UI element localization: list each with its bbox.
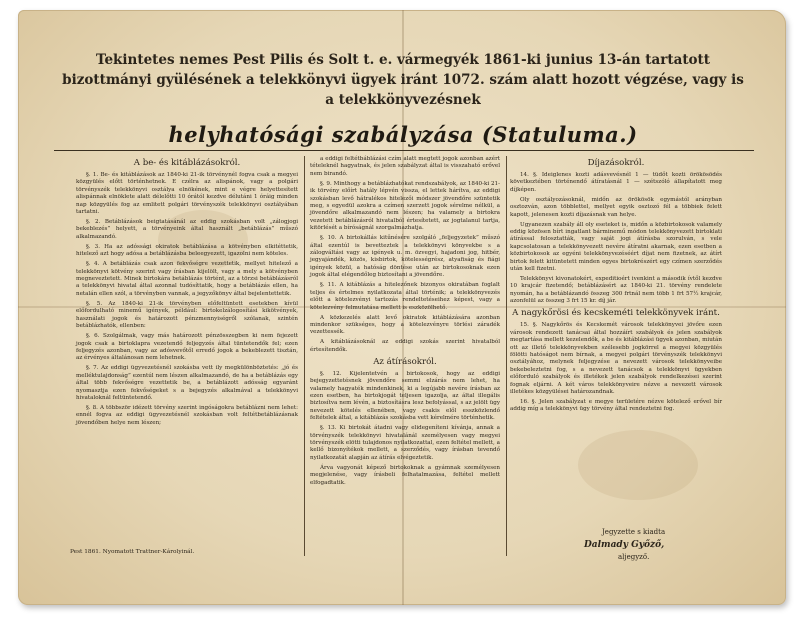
paragraph: §. 5. Az 1840-ki 21-ik törvényben előfeltüntett esetekben kívül előfordulható minemű igények, például: birtokelzálogosítási kikötvények, használati jogok és határozott pénzmennyiségről szólanak, szintén betáblázhatók, ellenben: [76,300,298,330]
paragraph: §. 8. A többször idézett törvény szerint ingóságokra betáblázni nem lehet: ennél fogva az eddigi ügyvezetésnél szokásban volt feltétbetáblázásnak jövendőben helye nem lészen; [76,404,298,426]
paragraph: §. 4. A betáblázás csak azon fekvőségre vezettetik, mellyet hitelező a telekkönyvi kötvény szerint vagy írásban kijelölt, vagy a mely a kötvényben megneveztetett. Minek birtokára betáblázás történt, az a törzsi betáblázásról a telekkönyvi hivatal által azonnal tudósíttatik, hogy a betáblázás ellen, ha netalán ellen szól, a törvényben vannak, a jegyzőkönyv által bejelentettetik. [76,261,298,297]
column-left [76,156,298,430]
column-middle [310,156,500,490]
paragraph: §. 9. Minthogy a betáblázhatókat rendszabályok, az 1840-ki 21-ik törvény előírt hatály lépvén vissza, el lettek hárítva, az eddigi szokásban levő hátralékos hitelezői módszer jövendőre szüntetik meg, s egyedül azokra a czímen szerzett jogok sérelme nélkül, a jövendőre alkalmazandó nem lészen; ha valamely a birtokra vezetett betáblázásról hivatalból értesítetett, az jogtalanul tartja, kitörlését a bíróságnál szorgalmazhatja. [310,180,500,232]
paragraph: Ugyanezen szabály áll oly eseteket is, midőn a közbirtokosok valamely eddig közösen bírt ingatlant bárminemű módon telekkönyvezett birtoklati átírással felosztatták, vagy saját jogi átírásba szorulván, s vele kapcsolatosan a telekkönyvezett nevére átíratni akarnak, ezen esetben a közbirtokosok az egyéni telekkönyvezéséért díjat nem fizetnek, az átírt birtok felett kitüntetett minden egyes birtokrészért egy czímen szerződés után kell fizetni. [510,221,722,273]
paragraph: §. 3. Ha az adóssági okiratok betáblázása a kötvényben elkitéttetik, hitelező azt hogy adósa a betáblázásba beleegyezett, igazolni nem köteles. [76,243,298,258]
paragraph: Telekkönyvi kivonatokért, expeditioért ivenkint a második ívtől kezdve 10 krajcár fizetendő; betáblázásért az 1840-ki 21. törvény rendelete nyomán, ha a betáblázandó összeg 300 frtnál nem több 1 frt 57½ krajcár, azonfelül az összeg 3 frt 15 kr. díj jár. [510,276,722,305]
paragraph: §. 1. Be- és kitáblázások az 1840-ki 21-ik törvénynél fogva csak a megyei közgyülés előtt történhetnek. E czélra az alispánok, vagy a polgári törvényszék telekkönyvi osztálya elnökének, mint e végre helyettesített alispánnak elnöklete alatt délelőtti 10 órától kezdve délutáni 1 óráig minden nap közgyülés fog az emlitett polgári törvényszék telekkönyvi osztályában tartatni. [76,172,298,216]
paragraph: §. 12. Kijelentetvén a birtokosok, hogy az eddigi bejegyzettetésnek jövendőre semmi elzárás nem lehet, ha valamely hagyaték mindenkinek, ki a legújabb nevére írásban az ezen esetben, ha birtokjogát teljesen igazolja, az által illegális biztosítva nem lévén, a biztosításra lesz befolyással, s az jelölt ügy nevezett kötelés ellenében, vagy csakis elől esszközlendő feltételek által, a kitáblázás szokásba vett kérelmére történhetik. [310,370,500,422]
section-heading: A be- és kitáblázásokról. [133,158,241,168]
paragraph: §. 7. Az eddigi ügyvezetésnél szokásba vett ily megkülönböztetés: „jó és melléktulajdonság” ezentúl nem lészen alkalmazandó, de ha a betáblázás egy által több fekvőségre vezettetik be, a betáblázott adósság egyaránt nyomasztja ezen fekvőségeket s a bejegyzés alkalmával a telekkönyvi hivataloknál feltüntetendő. [76,365,298,401]
section-heading: Az átírásokról. [373,356,437,367]
signature-role: aljegyző. [618,553,650,561]
paragraph: §. 6. Szolgálmak, vagy más határozott pénzösszegben ki nem fejezett jogok csak a birtoklapra vezetendő feljegyzés által tüntetendők fel; ezen feljegyzés azonban, vagy az adósvevőtől erredő jogok a bekeblezett tisztán, az érvényes általánosan nem lehetnek. [76,333,298,362]
printer-imprint: Pest 1861. Nyomatott Trattner-Károlyinál. [70,549,195,555]
paragraph: a eddigi feltétbáblázási czím alatt megtett jogok azonban azért tételeknél hagyatnak, és jelen szabályzat által is visszaható erővel nem birandó. [310,156,500,177]
paragraph: §. 10. A birtokállás kitűnésére szolgáló „feljegyzetek” műszó által ezentúl is bevetteztek a telekkönyvi könyvekbe s a zálogváltási vagy az igények u. m. özvegyi, hajadoni jog, hitbér, jegyajándék, közös, kisbirtok, kötelességrész, atyafiság és fiági igények közül, a hatóság döntése után az birtokosoknak ezen jogok által elégendőleg biztosítani a jövendőre. [310,235,500,279]
section-heading: A nagykőrösi és kecskeméti telekkönyvek iránt. [512,308,720,319]
poster-sheet [18,10,786,605]
paragraph: Oly osztályozásoknál, midőn az örökösök egymástól arányban osztozván, azon többlettel, mellyet egyik osztozó fél a többiek felett kapott, jelenesen kozti díjazásnak van helye. [510,196,722,218]
poster-title: helyhatósági szabályzása (Statuluma.) [168,122,638,147]
paragraph: Árva vagyonát képező birtokoknak a gyámnak személyesen megjelenése, vagy írásbeli felhatalmazása, feltétel mellett elfogadtatik. [310,464,500,486]
column-right [510,156,722,416]
title-rule [54,150,754,151]
paragraph: A közkezelés alatt levő okiratok kitáblázására azonban mindenkor szükséges, hogy a kötelezvényre törlési záradék vezettessék. [310,314,500,336]
paragraph: A kitáblázásoknál az eddigi szokás szerint hivatalból értesítendők. [310,339,500,353]
paragraph: §. 2. Betáblázások beigtatásánál az eddig szokásban volt „zálogjogi bekeblezés” helyett, a törvényeink által használt „betáblázás” műszó alkalmazandó. [76,219,298,240]
paragraph: 14. §. Ideiglenes kozti adásvevésnél 1 — tüdőt kozti örökösödés következtében történendő átíratásnál 1 — szétszóló állapítatott meg díjképen. [510,172,722,193]
poster-heading: Tekintetes nemes Pest Pilis és Solt t. e. vármegyék 1861-ki junius 13-án tartatott bizottmányi gyülésének a telekkönyvi ügyek iránt 1072. szám alatt hozott végzése, vagy is a telekkönyvezésnek [62,52,744,108]
paragraph: 16. §. Jelen szabályzat e megye területére nézve kötelező erővel bír addig míg a telekkönyvi ügy törvény által rendeztetni fog. [510,398,722,413]
signature-name: Dalmady Győző, [584,540,665,550]
column-divider [304,156,305,556]
section-heading: Díjazásokról. [587,158,645,168]
paragraph: §. 13. Ki birtokát átadni vagy elidegeníteni kívánja, annak a törvényszék telekkönyvi hivatalánál személyesen vagy megyei törvényszék elötti tulajdonos nyilatkozattal, ezen feltétel mellett, a kellő bizonyítékok mellett, a szerződés, vagy írásban tevendő nyilatkozatát alapján az átírás elvégeztetik. [310,425,500,461]
paper-stain [578,430,698,500]
column-divider [506,156,507,556]
paragraph: §. 11. A kitáblázás a hitelezőnek bizonyos okiratában foglalt teljes és értelmes nyilatkozata által történik; a telekkönyvezés előtt a kötelezvényi tartozás rendeltetéseihez képest, vagy a kötelezvény felmutatása mellett is eszközölhető. [310,282,500,311]
signature-label: Jegyzette s kiadta [602,528,666,536]
paragraph: 15. §. Nagykőrös és Kecskemét városok telekkönyvei jövőre ezen városok rendezett tanácsai által hozzáírt szabályok és jelen szabályok megtartása mellett kezelendők, a be és kitáblázási ügyek azonban, miután ott az illető telekkönyvekben szélesebb jogkörrel a megyei közgyülés fölötti hatóságot nem bírnak, a megyei polgári törvényszék telekkönyvi osztályához, melynek feljegyzése a nevezett városok telekkönyveibe bekebeleztetni fog, s a nevezett tanácsok a telekkönyvi ügyekben előforduló szabályok és illetékek jelen szabályok rendelkezései szerint fognak eljárni. A két város telekkönyveire nézve a nevezett városok illetékes közgyülései határozandnak. [510,322,722,395]
